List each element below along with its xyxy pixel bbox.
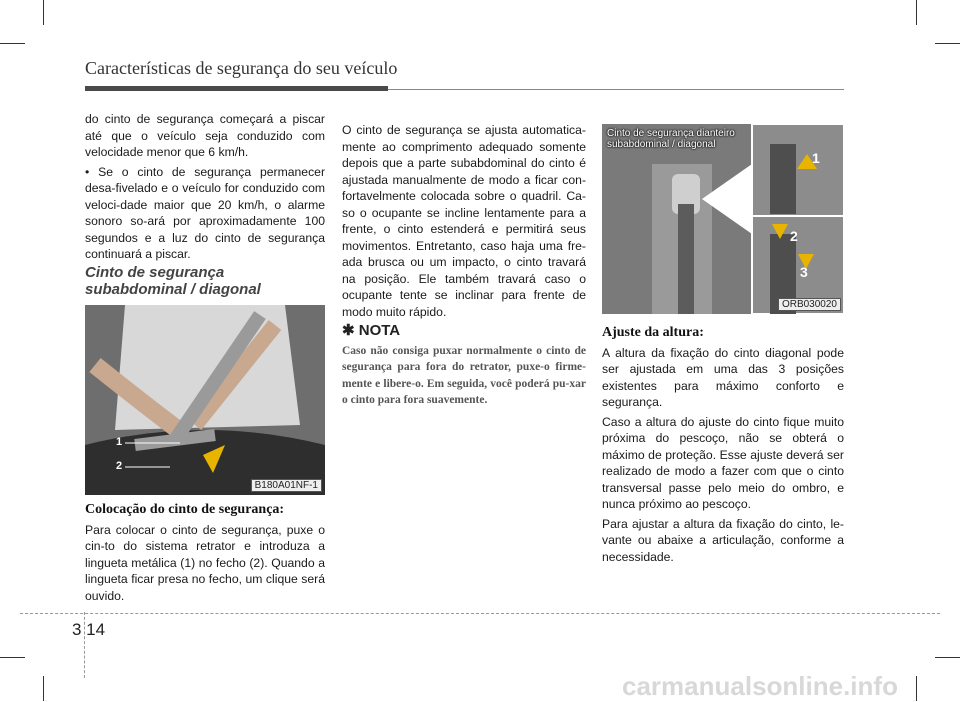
paragraph: do cinto de segurança começará a piscar até que o veículo seja conduzido com velocidade menor que 6 km/h. (85, 112, 325, 159)
paragraph: O cinto de segurança se ajusta automatica-mente ao comprimento adequado somente depois que a parte subabdominal do cinto é ajustada manualmente de modo a ficar con-fortavelmente colocada sobre o quadril. Ca-so o ocupante se incline lentamente para a frente, o cinto estenderá e permitirá seus movimentos. Entretanto, caso haja uma fre-ada brusca ou um impacto, o cinto travará na posição. Ele também travará caso o ocupante tente se inclinar para frente de modo muito rápido. (342, 123, 586, 319)
footer-rule (20, 613, 940, 614)
column-3 (602, 325, 844, 568)
bullet-paragraph: • Se o cinto de segurança permanecer desa-fivelado e o veículo for conduzido com veloci-dade maior que 20 km/h, o alarme sonoro so-ará por aproximadamente 100 segundos e a luz do cinto de segurança continuará a piscar. (85, 164, 325, 261)
page-number: 3 14 (72, 620, 106, 639)
note-title: ✱ NOTA (342, 322, 401, 339)
section-title-height: Ajuste da altura: (602, 325, 704, 340)
note-text: Caso não consiga puxar normalmente o cinto de segurança para fora do retrator, puxe-o firme-mente e libere-o. Em seguida, você poderá pu-xar o cinto para fora suavemente. (342, 344, 586, 406)
crop-mark (43, 676, 44, 701)
paragraph: A altura da fixação do cinto diagonal pode ser ajustada em uma das 3 posições existentes para máximo conforto e segurança. (602, 345, 844, 409)
height-adjust-photo (602, 124, 844, 314)
callout-2: 2 (790, 228, 798, 244)
crop-mark (0, 43, 25, 44)
callout-1: 1 (812, 150, 820, 166)
paragraph: Caso a altura do ajuste do cinto fique muito próxima do pescoço, não se obterá o máximo de proteção. Esse ajuste deverá ser realizado de modo a fazer com que o cinto transversal passe pelo meio do ombro, e nunca próximo ao pescoço. (602, 414, 844, 511)
header-rule (85, 86, 388, 91)
column-1 (85, 111, 325, 266)
section-title-fastening: Colocação do cinto de segurança: (85, 502, 285, 517)
crop-mark (916, 676, 917, 701)
seatbelt-fastening-photo (85, 305, 325, 495)
crop-mark (916, 0, 917, 25)
page-header-title: Características de segurança do seu veículo (85, 58, 398, 78)
fastening-section (85, 502, 325, 607)
header-rule-thin (388, 89, 844, 90)
crop-mark (43, 0, 44, 25)
callout-2: 2 (116, 460, 123, 472)
watermark: carmanualsonline.info (622, 671, 898, 701)
image-code: ORB030020 (778, 298, 841, 311)
image-caption (607, 128, 735, 150)
height-adjuster-illustration (602, 124, 844, 314)
crop-mark (0, 657, 25, 658)
image-caption-line: Cinto de segurança dianteiro (607, 128, 735, 139)
column-2 (342, 122, 586, 412)
crop-mark (935, 43, 960, 44)
paragraph: Para ajustar a altura da fixação do cinto, le-vante ou abaixe a articulação, conforme a necessidade. (602, 516, 844, 564)
crop-mark (935, 657, 960, 658)
paragraph: Para colocar o cinto de segurança, puxe o cin-to do sistema retrator e introduza a lingueta metálica (1) no fecho (2). Quando a lingueta ficar presa no fecho, um clique será ouvido. (85, 522, 325, 603)
callout-1: 1 (116, 436, 123, 448)
image-caption-line: subabdominal / diagonal (607, 139, 716, 150)
callout-3: 3 (800, 264, 808, 280)
subheading-lap-shoulder-belt: Cinto de segurança subabdominal / diagonal (85, 264, 261, 298)
image-code: B180A01NF-1 (251, 479, 322, 492)
